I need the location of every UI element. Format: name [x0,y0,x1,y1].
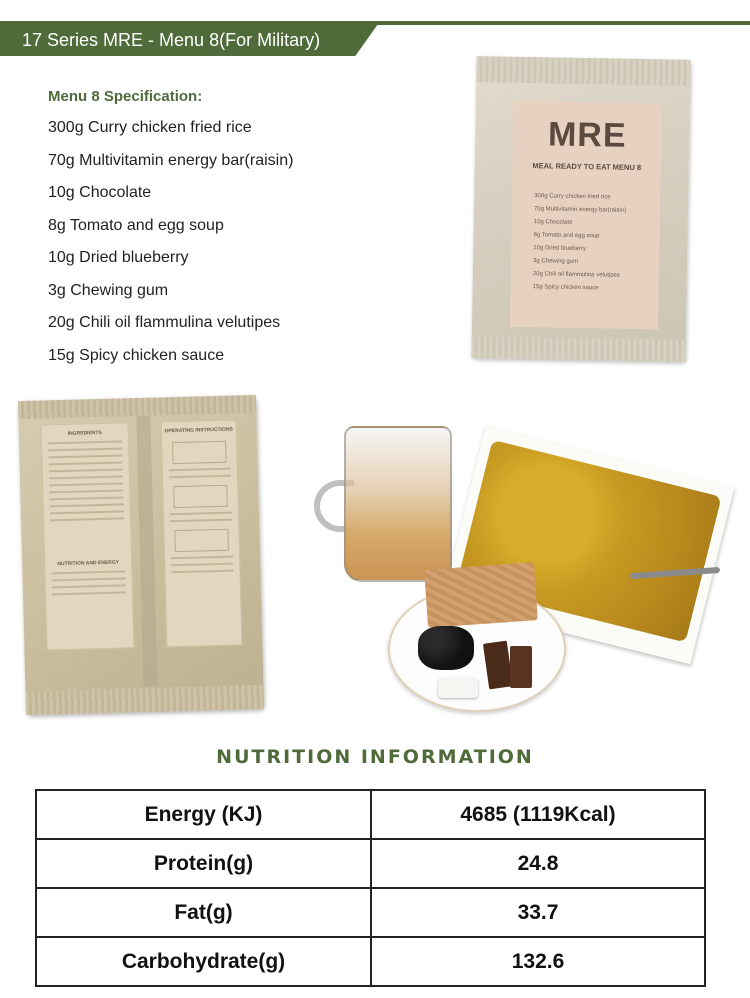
spec-item: 70g Multivitamin energy bar(raisin) [48,151,294,169]
ingredients-panel [41,422,135,650]
nutrient-label: Carbohydrate(g) [36,937,371,986]
package-brand: MRE [547,115,627,155]
table-row [36,937,705,986]
mre-package-back-image [18,395,264,715]
package-label [510,101,662,330]
nutrient-value: 4685 (1119Kcal) [371,790,705,839]
spec-list [48,117,293,377]
table-row [36,839,705,888]
nutrient-value: 33.7 [371,888,705,937]
package-item: 3g Chewing gum [533,258,579,265]
package-item: 300g Curry chicken fried rice [534,193,611,201]
spec-item: 3g Chewing gum [48,281,169,299]
table-row [36,888,705,937]
soup-mug [344,426,452,582]
chocolate-piece [510,646,532,688]
nutrient-value: 132.6 [371,937,705,986]
spec-item: 300g Curry chicken fried rice [48,119,252,136]
package-item: 8g Tomato and egg soup [533,232,600,240]
mre-package-front-image [471,56,690,362]
instructions-panel [161,419,243,647]
nutrient-label: Protein(g) [36,839,371,888]
spec-item: 10g Dried blueberry [48,249,189,266]
package-item: 70g Multivitamin energy bar(raisin) [533,206,627,214]
spec-item: 10g Chocolate [48,184,152,201]
package-item: 10g Chocolate [533,219,573,226]
package-seam [136,416,157,686]
package-item-list [532,193,626,299]
nutrient-label: Energy (KJ) [36,790,371,839]
instruction-diagram [172,441,227,464]
spec-item: 20g Chili oil flammulina velutipes [48,314,281,331]
nutrient-value: 24.8 [371,839,705,888]
spec-item: 15g Spicy chicken sauce [48,346,225,364]
nutrition-energy-title: NUTRITION AND ENERGY [57,559,120,568]
spec-item: 8g Tomato and egg soup [48,216,224,234]
package-seal [471,336,685,362]
package-item: 20g Chili oil flammulina velutipes [532,271,620,279]
nutrition-table [35,789,706,987]
nutrient-label: Fat(g) [36,888,371,937]
meal-contents-photo [310,400,722,720]
package-item: 10g Dried blueberry [533,245,587,253]
package-seal [476,56,690,86]
package-item: 15g Spicy chicken sauce [532,284,599,292]
energy-bar [424,562,538,628]
package-subtitle: MEAL READY TO EAT MENU 8 [532,161,642,173]
chewing-gum [438,678,478,698]
nutrition-title: NUTRITION INFORMATION [216,746,534,768]
package-seal [26,685,265,715]
page-title: 17 Series MRE - Menu 8(For Military) [22,30,321,50]
spec-heading: Menu 8 Specification: [48,88,203,105]
instructions-title: OPERATING INSTRUCTIONS [164,426,233,435]
instruction-diagram [174,529,229,552]
dried-blueberries [418,626,474,670]
instruction-diagram [173,485,228,508]
ingredients-title: INGREDIENTS [67,429,102,437]
table-row [36,790,705,839]
